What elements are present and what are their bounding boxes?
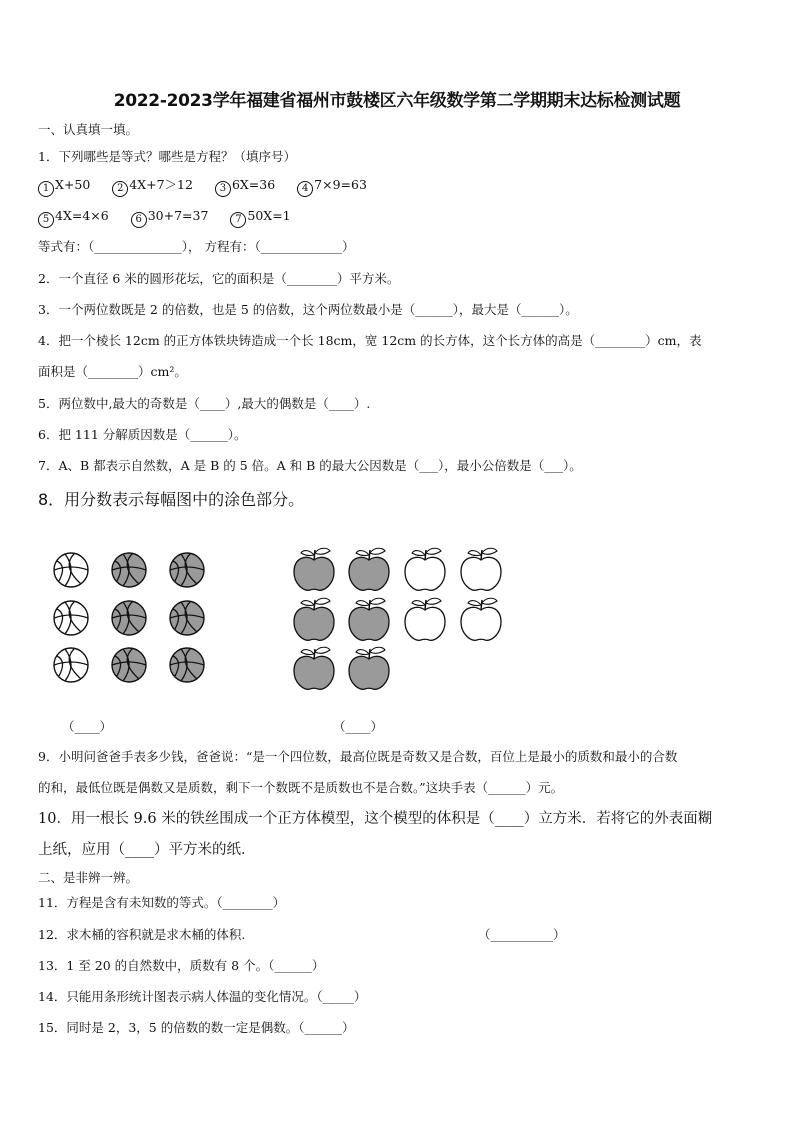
option-text: 4X+7＞12	[129, 177, 193, 192]
option-text: 50X=1	[247, 208, 291, 223]
apple-icon	[461, 598, 501, 640]
question-9-line-1: 9．小明问爸爸手表多少钱，爸爸说：“是一个四位数，最高位既是奇数又是合数，百位上是最小的质数和最小的合数	[38, 749, 678, 764]
option-number: 1	[38, 181, 54, 197]
option-text: 4X=4×6	[55, 208, 109, 223]
apple-shaded-icon	[349, 548, 389, 590]
basketball-shaded-icon	[170, 601, 204, 635]
question-14: 14．只能用条形统计图表示病人体温的变化情况。（_____）	[38, 989, 367, 1004]
apple-shaded-icon	[349, 598, 389, 640]
question-4-line-2: 面积是（________）cm²。	[38, 364, 187, 379]
question-4-line-1: 4．把一个棱长 12cm 的正方体铁块铸造成一个长 18cm，宽 12cm 的长方体，这个长方体的高是（________）cm，表	[38, 333, 702, 348]
option-number: 3	[215, 181, 231, 197]
question-8: 8．用分数表示每幅图中的涂色部分。	[38, 490, 305, 509]
basketball-shaded-icon	[112, 601, 146, 635]
apple-grid	[294, 548, 501, 689]
question-2: 2．一个直径 6 米的圆形花坛，它的面积是（________）平方米。	[38, 271, 400, 286]
question-13: 13．1 至 20 的自然数中，质数有 8 个。（______）	[38, 958, 325, 973]
question-1-answer-line: 等式有：（______________）， 方程有：（_____________）	[38, 239, 355, 254]
figure-right-answer-blank: （____）	[333, 719, 384, 734]
apple-icon	[405, 598, 445, 640]
question-6: 6．把 111 分解质因数是（______）。	[38, 427, 247, 442]
option-text: 7×9=63	[314, 177, 367, 192]
option-text: 6X=36	[231, 177, 276, 192]
basketball-shaded-icon	[170, 553, 204, 587]
basketball-shaded-icon	[112, 648, 146, 682]
question-5: 5．两位数中,最大的奇数是（____）,最大的偶数是（____）.	[38, 396, 371, 411]
basketball-icon	[54, 601, 88, 635]
basketball-icon	[54, 553, 88, 587]
basketball-grid	[54, 553, 204, 682]
question-12: 12．求木桶的容积就是求木桶的体积.	[38, 927, 246, 942]
apple-shaded-icon	[294, 548, 334, 590]
figure-left-answer-blank: （____）	[62, 719, 113, 734]
section-heading-1: 一、认真填一填。	[38, 122, 139, 137]
apple-shaded-icon	[294, 647, 334, 689]
option-text: X+50	[55, 177, 91, 192]
question-1-stem: 1．下列哪些是等式？哪些是方程？（填序号）	[38, 149, 296, 164]
question-9-line-2: 的和，最低位既是偶数又是质数，剩下一个数既不是质数也不是合数。”这块手表（______）元。	[38, 780, 564, 795]
apple-shaded-icon	[294, 598, 334, 640]
apple-icon	[461, 548, 501, 590]
section-heading-2: 二、是非辨一辨。	[38, 870, 139, 885]
question-10-line-1: 10．用一根长 9.6 米的铁丝围成一个正方体模型，这个模型的体积是（____）立方米．若将它的外表面糊	[38, 811, 713, 827]
page-title: 2022-2023学年福建省福州市鼓楼区六年级数学第二学期期末达标检测试题	[113, 91, 681, 111]
question-15: 15．同时是 2，3，5 的倍数的数一定是偶数。（______）	[38, 1020, 355, 1035]
basketball-icon	[54, 648, 88, 682]
option-number: 6	[131, 212, 147, 228]
option-number: 2	[112, 181, 128, 197]
question-10-line-2: 上纸，应用（____）平方米的纸．	[38, 842, 256, 858]
apple-icon	[405, 548, 445, 590]
option-number: 4	[297, 181, 313, 197]
question-12-answer-blank: （__________）	[478, 927, 566, 942]
question-11: 11．方程是含有未知数的等式。（________）	[38, 895, 286, 910]
question-7: 7．A、B 都表示自然数，A 是 B 的 5 倍。A 和 B 的最大公因数是（___），最小公倍数是（___）。	[38, 458, 582, 473]
apple-shaded-icon	[349, 647, 389, 689]
basketball-shaded-icon	[170, 648, 204, 682]
option-number: 7	[230, 212, 246, 228]
option-number: 5	[38, 212, 54, 228]
basketball-shaded-icon	[112, 553, 146, 587]
question-3: 3．一个两位数既是 2 的倍数，也是 5 的倍数，这个两位数最小是（______），最大是（______）。	[38, 302, 578, 317]
option-text: 30+7=37	[147, 208, 209, 223]
